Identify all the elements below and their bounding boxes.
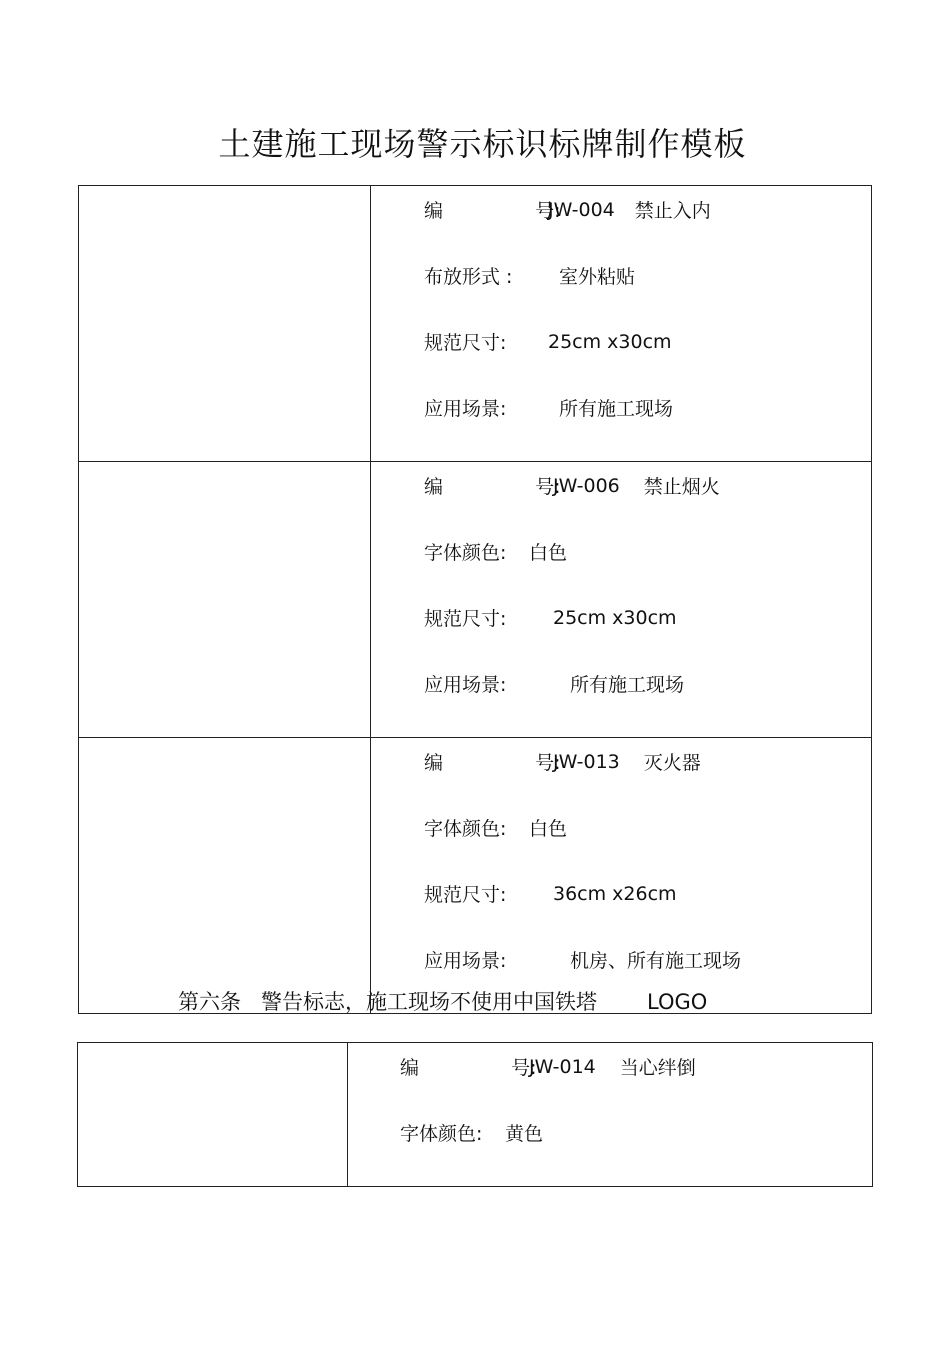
size-label: 规范尺寸: [424,332,507,354]
sign-image-cell [79,738,371,1014]
size-value: 25cm x30cm [553,606,677,629]
scene-label: 应用场景: [424,950,507,972]
code-label: 编 号: [424,200,561,222]
placement-value: 室外粘贴 [559,266,636,288]
code-line [400,1054,872,1079]
sign-spec-table [78,185,872,1014]
size-label: 规范尺寸: [424,608,507,630]
document-title: 土建施工现场警示标识标牌制作模板 [218,125,747,163]
code-value: JW-013 [553,750,620,773]
section-heading-text: 第六条 警告标志，施工现场不使用中国铁塔 [178,990,598,1014]
size-value: 36cm x26cm [553,882,677,905]
scene-line [424,947,871,972]
table-row [79,186,872,462]
size-line [424,881,871,906]
scene-value: 所有施工现场 [559,398,674,420]
font-color-value: 黄色 [505,1123,544,1145]
sign-image-cell [79,186,371,462]
font-color-value: 白色 [529,542,568,564]
warning-sign-table [77,1042,873,1187]
scene-value: 机房、所有施工现场 [570,950,742,972]
sign-info-cell [348,1043,873,1187]
code-value: JW-004 [548,198,615,221]
scene-line [424,395,871,420]
scene-line [424,671,871,696]
code-label: 编 号: [424,752,561,774]
code-label: 编 号: [424,476,561,498]
size-line [424,605,871,630]
font-color-line [424,815,871,840]
code-value: JW-014 [529,1055,596,1078]
sign-name: 禁止烟火 [643,476,720,498]
font-color-label: 字体颜色: [400,1123,483,1145]
section-heading [178,986,707,1018]
font-color-line [424,539,871,564]
sign-info-cell [371,462,872,738]
table-row [79,738,872,1014]
sign-image-cell [79,462,371,738]
sign-image-cell [78,1043,348,1187]
scene-label: 应用场景: [424,674,507,696]
code-value: JW-006 [553,474,620,497]
size-value: 25cm x30cm [548,330,672,353]
code-label: 编 号: [400,1057,537,1079]
code-line [424,749,871,774]
scene-label: 应用场景: [424,398,507,420]
sign-name: 当心绊倒 [619,1057,696,1079]
code-line [424,197,871,222]
sign-info-cell [371,186,872,462]
code-line [424,473,871,498]
scene-value: 所有施工现场 [570,674,685,696]
placement-line [424,263,871,288]
logo-text: LOGO [647,990,708,1014]
font-color-label: 字体颜色: [424,818,507,840]
placement-label: 布放形式 : [424,266,513,288]
sign-name: 灭火器 [643,752,701,774]
sign-info-cell [371,738,872,1014]
table-row [79,462,872,738]
font-color-value: 白色 [529,818,568,840]
size-line [424,329,871,354]
table-row [78,1043,873,1187]
font-color-line [400,1120,872,1145]
size-label: 规范尺寸: [424,884,507,906]
font-color-label: 字体颜色: [424,542,507,564]
sign-name: 禁止入内 [634,200,711,222]
